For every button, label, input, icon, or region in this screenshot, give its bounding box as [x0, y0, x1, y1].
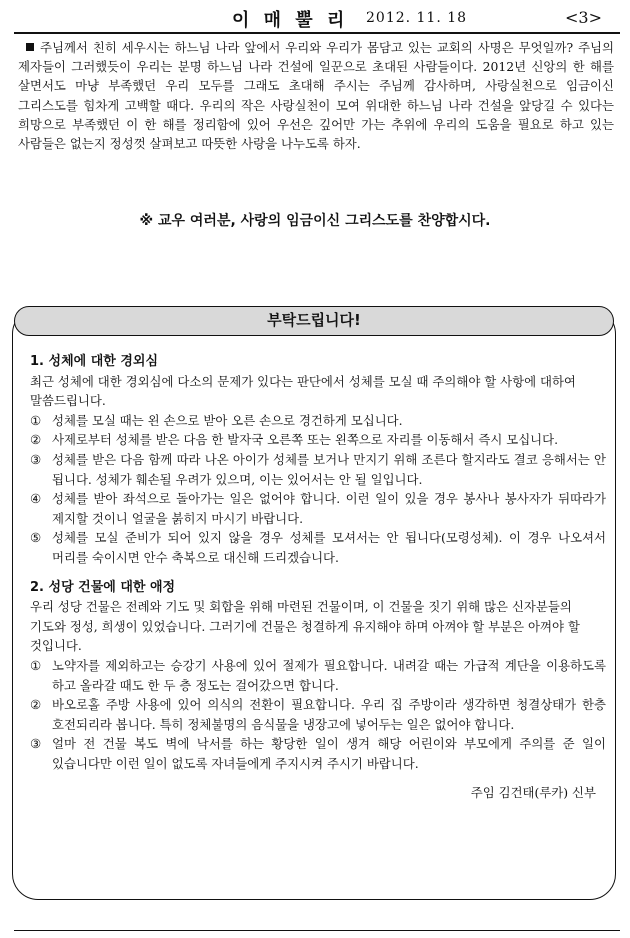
newsletter-header: [14, 6, 620, 32]
item-text: 성체를 받아 좌석으로 돌아가는 일은 없어야 합니다. 이런 일이 있을 경우 봉사나 봉사자가 뒤따라가 제지할 것이니 얼굴을 붉히지 마시기 바랍니다.: [52, 491, 606, 526]
item-number: ②: [30, 432, 42, 448]
item-number: ②: [30, 697, 42, 713]
notice-title: 부탁드립니다!: [14, 306, 614, 336]
header-divider: [14, 32, 620, 34]
section-heading: 1. 성체에 대한 경외심: [30, 354, 159, 369]
item-text: 얼마 전 건물 복도 벽에 낙서를 하는 황당한 일이 생겨 해당 어린이와 부모에게 주의를 준 일이 있습니다만 이런 일이 없도록 자녀들에게 주지시켜 주시기 바랍니다.: [52, 736, 606, 771]
list-item: [30, 450, 606, 489]
item-number: ③: [30, 736, 42, 752]
section-heading: 2. 성당 건물에 대한 애정: [30, 579, 176, 595]
section-intro: 최근 성체에 대한 경외심에 다소의 문제가 있다는 판단에서 성체를 모실 때 주의해야 할 사항에 대하여 말씀드립니다.: [30, 373, 576, 409]
list-item: [30, 430, 606, 450]
item-text: 성체를 모실 준비가 되어 있지 않을 경우 성체를 모셔서는 안 됩니다(모령성체). 이 경우 나오셔서 머리를 숙이시면 안수 축복으로 대신해 드리겠습니다.: [52, 530, 606, 565]
footer-divider: [14, 930, 620, 931]
callout-text: ※ 교우 여러분, 사랑의 임금이신 그리스도를 찬양합시다.: [139, 213, 491, 229]
signature: 주임 김건태(루카) 신부: [470, 785, 596, 801]
item-number: ①: [30, 412, 42, 428]
item-text: 노약자를 제외하고는 승강기 사용에 있어 절제가 필요합니다. 내려갈 때는 가급적 계단을 이용하도록 하고 올라갈 때도 한 두 층 정도는 걸어갔으면 합니다.: [52, 657, 606, 693]
item-number: ⑤: [30, 530, 42, 546]
intro-paragraph: [18, 38, 614, 153]
item-text: 성체를 모실 때는 왼 손으로 받아 오른 손으로 경건하게 모십니다.: [52, 412, 403, 428]
notice-content: [30, 352, 606, 803]
list-item: [30, 489, 606, 528]
newsletter-title: 이 매 뿔 리: [232, 10, 349, 31]
issue-date: 2012. 11. 18: [366, 10, 468, 26]
intro-text: 주님께서 친히 세우시는 하느님 나라 앞에서 우리와 우리가 몸담고 있는 교회의 사명은 무엇일까? 주님의 제자들이 그러했듯이 우리는 분명 하느님 나라 건설에 일꾼으로 초대된 사람들이다. 2012년 신앙의 한 해를 살면서도 마냥 부족했던 우리 모두를 그래도 초대해 주시는 주님께 감사하며, 사랑실천으로 임금이신 그리스도를 힘차게 고백할 때다. 우리의 작은 사랑실천이 모여 위대한 하느님 나라 건설을 앞당길 수 있다는 희망으로 부족했던 이 한 해를 정리함에 있어 우선은 깊어만 가는 추위에 우리의 도움을 필요로 하고 있는 사람들은 없는지 정성껏 살펴보고 따뜻한 사랑을 나누도록 하자.: [18, 40, 614, 152]
item-number: ④: [30, 491, 42, 507]
section-item-list: [30, 656, 606, 774]
item-text: 사제로부터 성체를 받은 다음 한 발자국 오른쪽 또는 왼쪽으로 자리를 이동해서 즉시 모십니다.: [52, 432, 559, 448]
item-number: ③: [30, 451, 42, 467]
list-item: [30, 695, 606, 734]
list-item: [30, 411, 606, 431]
list-item: [30, 528, 606, 567]
list-item: [30, 734, 606, 773]
section-item-list: [30, 411, 606, 568]
section-intro: 우리 성당 건물은 전례와 기도 및 회합을 위해 마련된 건물이며, 이 건물을 짓기 위해 많은 신자분들의 기도와 정성, 희생이 있었습니다. 그러기에 건물은 청결하게 유지해야 하며 아껴야 할 부분은 아껴야 할 것입니다.: [30, 599, 580, 654]
square-bullet-icon: [26, 43, 34, 51]
item-text: 바오로홀 주방 사용에 있어 의식의 전환이 필요합니다. 우리 집 주방이라 생각하면 청결상태가 한층 호전되리라 봅니다. 특히 정체불명의 음식물을 냉장고에 넣어두는 일은 없어야 합니다.: [52, 697, 606, 732]
page-number: <3>: [565, 8, 602, 27]
item-text: 성체를 받은 다음 함께 따라 나온 아이가 성체를 보거나 만지기 위해 조른다 할지라도 결코 응해서는 안 됩니다. 성체가 훼손될 우려가 있으며, 이는 있어서는 안 될 일입니다.: [52, 451, 606, 487]
list-item: [30, 656, 606, 695]
item-number: ①: [30, 657, 42, 673]
